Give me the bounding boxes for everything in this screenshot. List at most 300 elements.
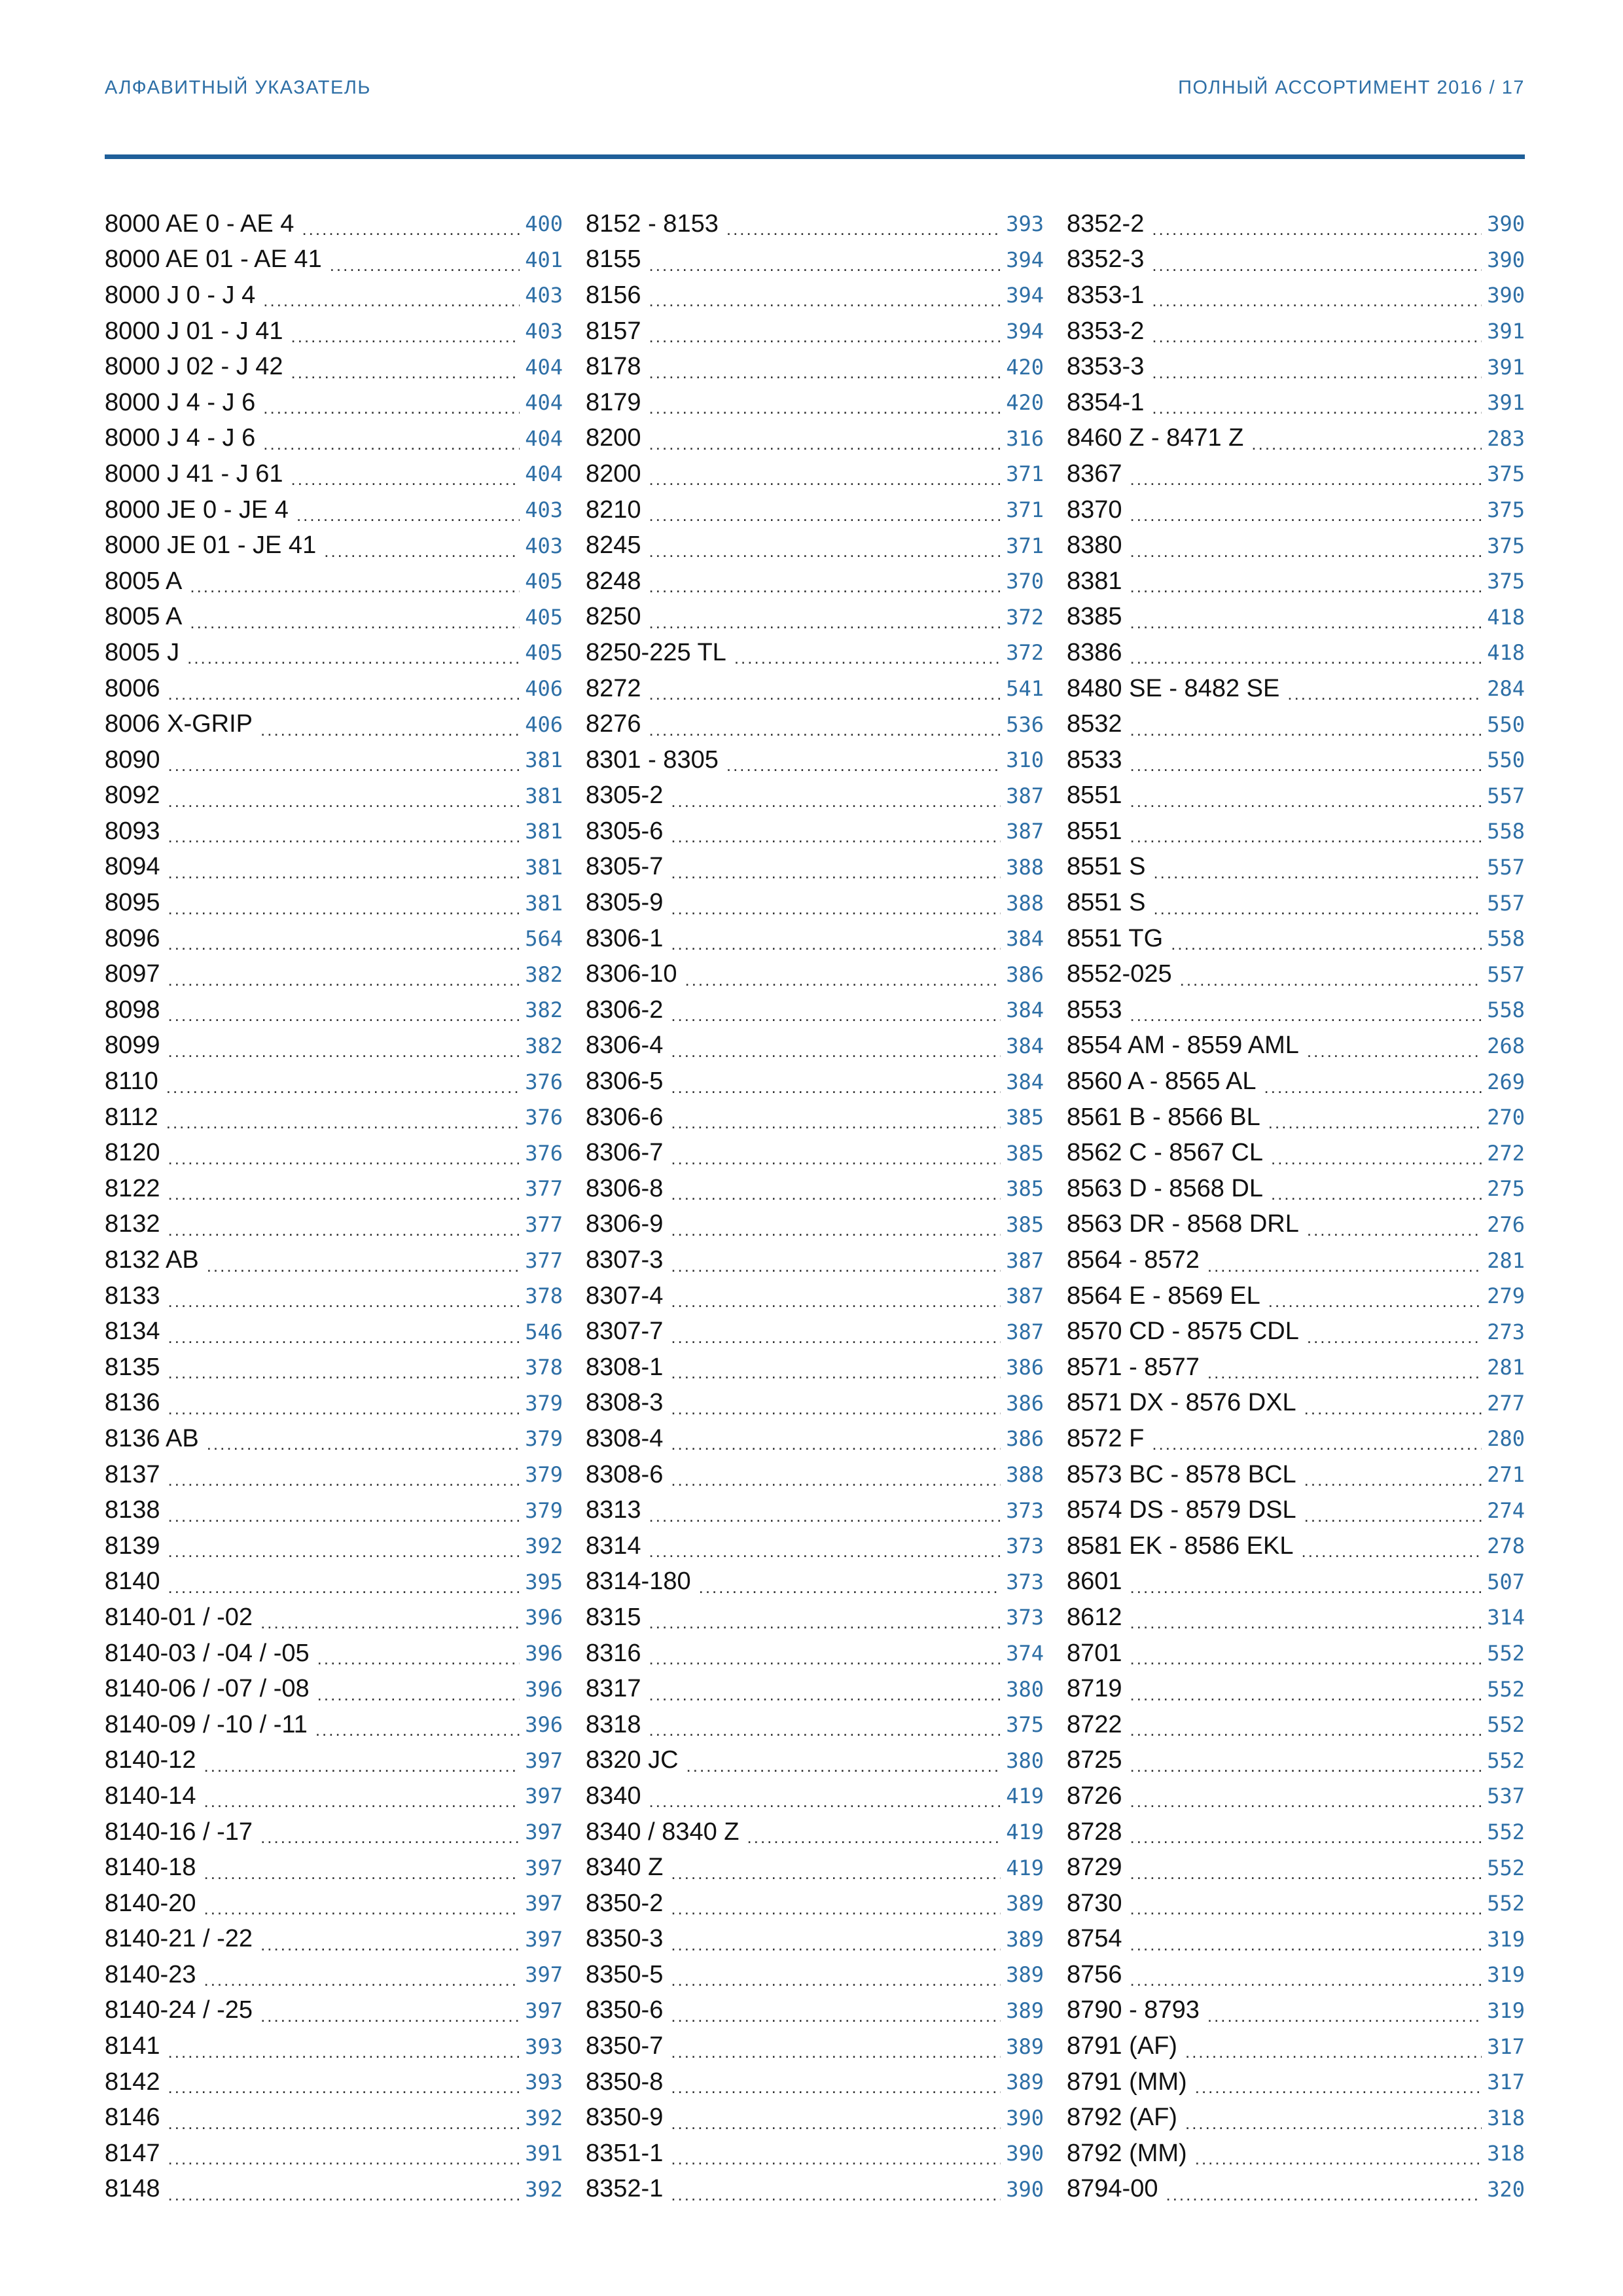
index-entry — [1067, 456, 1525, 492]
index-entry — [1067, 992, 1525, 1028]
page-number: 403 — [525, 533, 563, 558]
page-number: 397 — [525, 1962, 563, 1988]
article-number: 8480 SE - 8482 SE — [1067, 674, 1280, 702]
page-number: 388 — [1006, 854, 1044, 880]
dot-leader — [671, 1329, 1001, 1346]
article-number: 8551 — [1067, 817, 1122, 845]
article-number: 8571 DX - 8576 DXL — [1067, 1389, 1296, 1417]
article-number: 8562 C - 8567 CL — [1067, 1139, 1263, 1167]
page-number: 396 — [525, 1712, 563, 1738]
article-number: 8134 — [105, 1318, 160, 1346]
dot-leader — [671, 2186, 1001, 2203]
article-number: 8340 — [586, 1782, 641, 1810]
page-number: 379 — [525, 1426, 563, 1452]
page-number: 381 — [525, 783, 563, 808]
index-entry — [105, 492, 563, 528]
dot-leader — [1152, 364, 1482, 381]
article-number: 8000 J 02 - J 42 — [105, 353, 283, 381]
article-number: 8140-01 / -02 — [105, 1603, 253, 1631]
index-entry — [105, 1957, 563, 1993]
index-entry — [586, 1528, 1044, 1564]
article-number: 8248 — [586, 567, 641, 595]
index-entry — [105, 1564, 563, 1600]
article-number: 8551 S — [1067, 889, 1146, 917]
article-number: 8791 (AF) — [1067, 2032, 1177, 2060]
page-number: 395 — [525, 1569, 563, 1594]
dot-leader — [1130, 1686, 1482, 1703]
article-number: 8250 — [586, 603, 641, 631]
page-number: 386 — [1006, 961, 1044, 987]
index-entry — [586, 1278, 1044, 1314]
index-entry — [586, 385, 1044, 421]
dot-leader — [204, 1865, 520, 1882]
dot-leader — [168, 757, 520, 774]
article-number: 8140-23 — [105, 1960, 196, 1988]
index-entry — [586, 2100, 1044, 2136]
article-number: 8350-3 — [586, 1925, 664, 1953]
page-number: 405 — [525, 569, 563, 594]
dot-leader — [263, 292, 520, 309]
page-number: 507 — [1487, 1569, 1525, 1594]
dot-leader — [649, 685, 1001, 702]
page-number: 379 — [525, 1498, 563, 1523]
index-entry — [586, 778, 1044, 814]
index-entry — [105, 1636, 563, 1672]
article-number: 8140-03 / -04 / -05 — [105, 1639, 310, 1667]
page-number: 375 — [1487, 533, 1525, 558]
page-number: 281 — [1487, 1247, 1525, 1273]
page-number: 419 — [1006, 1820, 1044, 1845]
page-number: 406 — [525, 676, 563, 702]
index-entry — [1067, 242, 1525, 278]
index-entry — [105, 1028, 563, 1064]
index-entry — [586, 242, 1044, 278]
dot-leader — [1207, 1364, 1482, 1381]
dot-leader — [649, 507, 1001, 524]
article-number: 8005 A — [105, 603, 183, 631]
index-entry — [1067, 2100, 1525, 2136]
article-number: 8792 (MM) — [1067, 2139, 1187, 2167]
page-number: 317 — [1487, 2034, 1525, 2059]
index-entry — [586, 1386, 1044, 1422]
index-entry — [105, 1600, 563, 1636]
index-entry — [586, 1993, 1044, 2029]
dot-leader — [1185, 2115, 1482, 2132]
page-number: 420 — [1006, 390, 1044, 416]
dot-leader — [671, 1007, 1001, 1024]
index-entry — [105, 671, 563, 707]
header-divider — [105, 154, 1525, 159]
article-number: 8147 — [105, 2139, 160, 2167]
index-entry — [105, 242, 563, 278]
article-number: 8306-6 — [586, 1103, 664, 1131]
index-entry — [105, 850, 563, 886]
dot-leader — [168, 2115, 520, 2132]
page-number: 404 — [525, 461, 563, 487]
article-number: 8138 — [105, 1496, 160, 1524]
catalog-title: ПОЛНЫЙ АССОРТИМЕНТ 2016 / 17 — [1178, 77, 1525, 98]
index-entry — [1067, 1278, 1525, 1314]
article-number: 8306-10 — [586, 960, 677, 988]
index-entry — [105, 528, 563, 564]
page-number: 536 — [1006, 711, 1044, 737]
index-entry — [586, 1743, 1044, 1779]
index-entry — [586, 349, 1044, 385]
dot-leader — [168, 2186, 520, 2203]
dot-leader — [291, 328, 520, 345]
page-number: 390 — [1487, 211, 1525, 237]
index-entry — [586, 992, 1044, 1028]
dot-leader — [671, 1936, 1001, 1953]
index-entry — [105, 385, 563, 421]
article-number: 8136 — [105, 1389, 160, 1417]
dot-leader — [168, 2079, 520, 2096]
page-number: 371 — [1006, 497, 1044, 523]
article-number: 8306-7 — [586, 1139, 664, 1167]
page-number: 389 — [1006, 1962, 1044, 1988]
article-number: 8351-1 — [586, 2139, 664, 2167]
page-number: 380 — [1006, 1676, 1044, 1702]
dot-leader — [1207, 2007, 1482, 2024]
index-entry — [586, 1064, 1044, 1100]
index-column-3 — [1067, 206, 1525, 2207]
index-entry — [586, 206, 1044, 242]
index-entry — [586, 1350, 1044, 1386]
article-number: 8307-3 — [586, 1246, 664, 1274]
article-number: 8146 — [105, 2104, 160, 2132]
page-number: 390 — [1487, 247, 1525, 272]
article-number: 8142 — [105, 2068, 160, 2096]
dot-leader — [649, 543, 1001, 560]
page-number: 389 — [1006, 1926, 1044, 1952]
article-number: 8318 — [586, 1710, 641, 1738]
dot-leader — [649, 328, 1001, 345]
page-number: 319 — [1487, 1926, 1525, 1952]
index-entry — [1067, 1386, 1525, 1422]
index-entry — [1067, 1886, 1525, 1922]
dot-leader — [190, 614, 520, 631]
index-entry — [1067, 421, 1525, 457]
page-number: 384 — [1006, 1033, 1044, 1058]
dot-leader — [168, 971, 520, 988]
page-number: 389 — [1006, 1891, 1044, 1916]
article-number: 8140-24 / -25 — [105, 1996, 253, 2024]
article-number: 8320 JC — [586, 1746, 679, 1774]
article-number: 8754 — [1067, 1925, 1122, 1953]
article-number: 8120 — [105, 1139, 160, 1167]
index-entry — [105, 2100, 563, 2136]
dot-leader — [1307, 1221, 1482, 1238]
index-entry — [1067, 2136, 1525, 2172]
article-number: 8553 — [1067, 996, 1122, 1024]
page-number: 371 — [1006, 533, 1044, 558]
index-entry — [586, 1028, 1044, 1064]
dot-leader — [1180, 971, 1482, 988]
index-entry — [1067, 600, 1525, 636]
page-number: 310 — [1006, 747, 1044, 773]
dot-leader — [168, 864, 520, 881]
page-number: 403 — [525, 319, 563, 344]
index-entry — [105, 1278, 563, 1314]
dot-leader — [1153, 864, 1482, 881]
article-number: 8314-180 — [586, 1568, 691, 1596]
index-entry — [586, 1314, 1044, 1350]
page-number: 397 — [525, 1926, 563, 1952]
index-entry — [1067, 1922, 1525, 1958]
page-number: 558 — [1487, 926, 1525, 952]
page-number: 314 — [1487, 1605, 1525, 1630]
dot-leader — [649, 1650, 1001, 1667]
article-number: 8728 — [1067, 1818, 1122, 1846]
dot-leader — [649, 1686, 1001, 1703]
dot-leader — [1185, 2043, 1482, 2060]
index-entry — [586, 1564, 1044, 1600]
page-number: 386 — [1006, 1390, 1044, 1416]
dot-leader — [317, 1686, 520, 1703]
index-entry — [586, 564, 1044, 600]
article-number: 8570 CD - 8575 CDL — [1067, 1318, 1299, 1346]
index-entry — [105, 1064, 563, 1100]
page-number: 391 — [1487, 390, 1525, 416]
section-title: АЛФАВИТНЫЙ УКАЗАТЕЛЬ — [105, 77, 371, 98]
page-number: 389 — [1006, 1998, 1044, 2023]
dot-leader — [649, 292, 1001, 309]
index-entry — [586, 600, 1044, 636]
article-number: 8719 — [1067, 1675, 1122, 1703]
page-number: 387 — [1006, 1319, 1044, 1344]
article-number: 8571 - 8577 — [1067, 1353, 1200, 1381]
dot-leader — [1271, 1185, 1482, 1202]
page-number: 373 — [1006, 1569, 1044, 1594]
page-number: 377 — [525, 1247, 563, 1273]
dot-leader — [168, 1221, 520, 1238]
index-entry — [1067, 1564, 1525, 1600]
dot-leader — [1130, 543, 1482, 560]
page-number: 390 — [1487, 283, 1525, 308]
article-number: 8140-21 / -22 — [105, 1925, 253, 1953]
dot-leader — [649, 1793, 1001, 1810]
page-number: 385 — [1006, 1105, 1044, 1130]
dot-leader — [168, 2043, 520, 2060]
article-number: 8756 — [1067, 1960, 1122, 1988]
article-number: 8350-2 — [586, 1889, 664, 1917]
dot-leader — [1130, 1757, 1482, 1774]
page-number: 379 — [525, 1462, 563, 1488]
dot-leader — [649, 364, 1001, 381]
page-number: 377 — [525, 1176, 563, 1202]
index-entry — [1067, 1492, 1525, 1528]
article-number: 8354-1 — [1067, 388, 1145, 416]
index-entry — [1067, 1207, 1525, 1243]
page-number: 396 — [525, 1641, 563, 1666]
article-number: 8133 — [105, 1282, 160, 1310]
dot-leader — [168, 1400, 520, 1417]
dot-leader — [671, 2043, 1001, 2060]
index-entry — [586, 1207, 1044, 1243]
page-number: 381 — [525, 819, 563, 844]
article-number: 8532 — [1067, 710, 1122, 738]
index-entry — [586, 1778, 1044, 1814]
page-number: 392 — [525, 2176, 563, 2202]
dot-leader — [685, 971, 1001, 988]
dot-leader — [1130, 757, 1482, 774]
article-number: 8317 — [586, 1675, 641, 1703]
page-number: 384 — [1006, 926, 1044, 952]
page-number: 283 — [1487, 425, 1525, 451]
index-entry — [105, 1778, 563, 1814]
page-header — [105, 77, 1525, 103]
page-number: 564 — [525, 926, 563, 952]
dot-leader — [687, 1757, 1001, 1774]
article-number: 8122 — [105, 1174, 160, 1202]
dot-leader — [260, 2007, 520, 2024]
dot-leader — [671, 2150, 1001, 2167]
article-number: 8367 — [1067, 459, 1122, 488]
page-number: 392 — [525, 1534, 563, 1559]
index-entry — [1067, 1600, 1525, 1636]
page-number: 387 — [1006, 783, 1044, 808]
index-entry — [105, 1171, 563, 1207]
article-number: 8098 — [105, 996, 160, 1024]
dot-leader — [207, 1257, 520, 1274]
index-entry — [1067, 671, 1525, 707]
article-number: 8350-8 — [586, 2068, 664, 2096]
dot-leader — [317, 1650, 520, 1667]
article-number: 8157 — [586, 317, 641, 345]
page-number: 272 — [1487, 1140, 1525, 1166]
index-entry — [105, 778, 563, 814]
index-entry — [105, 1743, 563, 1779]
page-number: 372 — [1006, 604, 1044, 630]
index-entry — [586, 635, 1044, 671]
article-number: 8000 J 4 - J 6 — [105, 424, 256, 452]
dot-leader — [166, 1114, 520, 1131]
index-entry — [105, 1850, 563, 1886]
dot-leader — [671, 864, 1001, 881]
index-entry — [586, 1421, 1044, 1457]
dot-leader — [204, 1793, 520, 1810]
article-number: 8000 J 01 - J 41 — [105, 317, 283, 345]
article-number: 8094 — [105, 853, 160, 881]
article-number: 8000 JE 0 - JE 4 — [105, 495, 289, 524]
index-entry — [586, 278, 1044, 314]
article-number: 8140-18 — [105, 1854, 196, 1882]
page-number: 404 — [525, 390, 563, 416]
index-entry — [1067, 1314, 1525, 1350]
article-number: 8250-225 TL — [586, 638, 726, 666]
article-number: 8306-4 — [586, 1031, 664, 1060]
index-entry — [586, 1671, 1044, 1707]
dot-leader — [671, 935, 1001, 952]
index-entry — [1067, 1993, 1525, 2029]
dot-leader — [1130, 1971, 1482, 1988]
index-entry — [1067, 314, 1525, 350]
article-number: 8152 - 8153 — [586, 209, 719, 238]
dot-leader — [1264, 1079, 1482, 1096]
index-entry — [586, 671, 1044, 707]
index-entry — [105, 1135, 563, 1171]
dot-leader — [671, 2079, 1001, 2096]
page-number: 376 — [525, 1140, 563, 1166]
article-number: 8314 — [586, 1532, 641, 1560]
article-number: 8272 — [586, 674, 641, 702]
index-entry — [1067, 742, 1525, 778]
index-entry — [105, 1671, 563, 1707]
page-number: 284 — [1487, 676, 1525, 702]
index-entry — [1067, 885, 1525, 921]
dot-leader — [734, 649, 1001, 666]
page-number: 557 — [1487, 890, 1525, 916]
article-number: 8308-6 — [586, 1460, 664, 1488]
article-number: 8092 — [105, 781, 160, 810]
page-number: 376 — [525, 1069, 563, 1094]
page-number: 388 — [1006, 1462, 1044, 1488]
page-number: 405 — [525, 640, 563, 666]
dot-leader — [671, 828, 1001, 845]
article-number: 8178 — [586, 353, 641, 381]
index-entry — [105, 706, 563, 742]
dot-leader — [699, 1579, 1001, 1596]
index-entry — [1067, 1421, 1525, 1457]
dot-leader — [671, 1221, 1001, 1238]
dot-leader — [671, 1435, 1001, 1452]
article-number: 8316 — [586, 1639, 641, 1667]
page-number: 385 — [1006, 1211, 1044, 1237]
article-number: 8581 EK - 8586 EKL — [1067, 1532, 1294, 1560]
dot-leader — [1130, 828, 1482, 845]
page-number: 279 — [1487, 1283, 1525, 1309]
article-number: 8353-1 — [1067, 281, 1145, 309]
page-number: 550 — [1487, 711, 1525, 737]
dot-leader — [1130, 1721, 1482, 1738]
dot-leader — [168, 1007, 520, 1024]
page-number: 319 — [1487, 1962, 1525, 1988]
index-entry — [1067, 1814, 1525, 1850]
index-entry — [586, 1135, 1044, 1171]
article-number: 8305-6 — [586, 817, 664, 845]
index-entry — [1067, 528, 1525, 564]
index-entry — [1067, 706, 1525, 742]
index-entry — [586, 1242, 1044, 1278]
dot-leader — [1207, 1257, 1482, 1274]
index-entry — [586, 1814, 1044, 1850]
page-number: 552 — [1487, 1891, 1525, 1916]
page-number: 273 — [1487, 1319, 1525, 1344]
article-number: 8726 — [1067, 1782, 1122, 1810]
article-number: 8000 AE 01 - AE 41 — [105, 245, 322, 274]
dot-leader — [671, 1900, 1001, 1917]
article-number: 8313 — [586, 1496, 641, 1524]
page-number: 385 — [1006, 1140, 1044, 1166]
dot-leader — [263, 435, 520, 452]
article-number: 8000 JE 01 - JE 41 — [105, 531, 317, 560]
dot-leader — [168, 1185, 520, 1202]
article-number: 8096 — [105, 924, 160, 952]
index-entry — [586, 492, 1044, 528]
index-entry — [1067, 1957, 1525, 1993]
article-number: 8380 — [1067, 531, 1122, 560]
article-number: 8572 F — [1067, 1424, 1145, 1452]
dot-leader — [204, 1757, 520, 1774]
article-number: 8563 D - 8568 DL — [1067, 1174, 1263, 1202]
article-number: 8307-7 — [586, 1318, 664, 1346]
page-number: 380 — [1006, 1748, 1044, 1773]
index-entry — [105, 1207, 563, 1243]
article-number: 8794-00 — [1067, 2175, 1158, 2203]
dot-leader — [1307, 1043, 1482, 1060]
page-number: 397 — [525, 1820, 563, 1845]
index-entry — [1067, 1100, 1525, 1136]
